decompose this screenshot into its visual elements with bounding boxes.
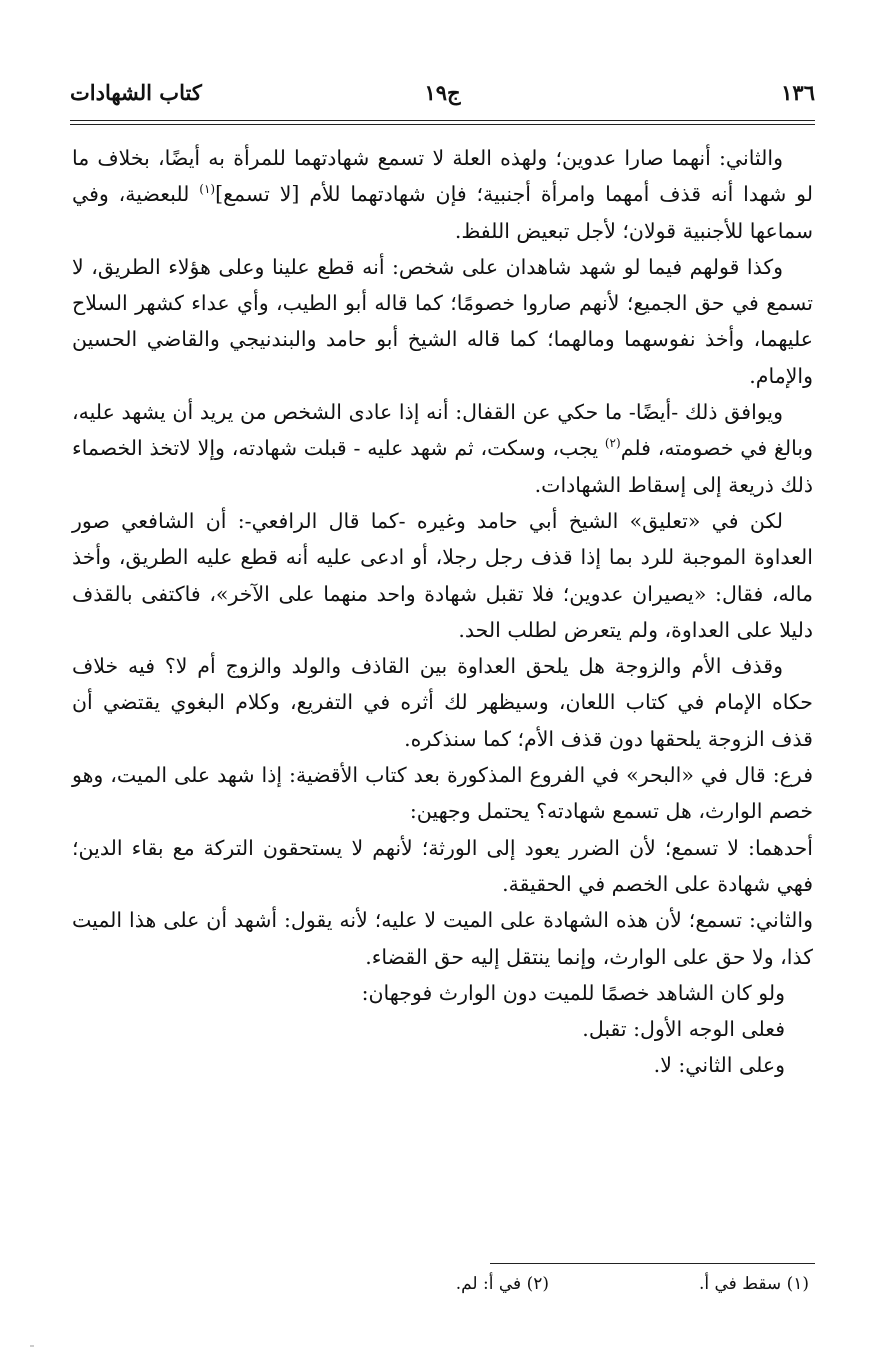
header-rule-inner bbox=[70, 124, 815, 125]
footnote-rule bbox=[490, 1263, 815, 1264]
paragraph: وكذا قولهم فيما لو شهد شاهدان على شخص: أنه قطع علينا وعلى هؤلاء الطريق، لا تسمع في حق الجميع؛ لأنهم صاروا خصومًا؛ كما قاله أبو الطيب، وأي عداء كشهر السلاح عليهما، وأخذ نفوسهما ومالهما؛ كما قاله الشيخ أبو حامد والبندنيجي والقاضي الحسين والإمام. bbox=[72, 254, 813, 388]
main-text bbox=[72, 140, 813, 1084]
paragraph-text: للبعضية، وفي سماعها للأجنبية قولان؛ لأجل تبعيض اللفظ. bbox=[72, 182, 813, 243]
footnote-marker: (١) bbox=[199, 182, 216, 197]
paragraph: وعلى الثاني: لا. bbox=[653, 1053, 785, 1078]
paragraph-text: ويوافق ذلك -أيضًا- ما حكي عن القفال: أنه إذا عادى الشخص من يريد أن يشهد عليه، وبالغ في خصومته، فلم bbox=[72, 400, 813, 461]
book-title: كتاب الشهادات bbox=[70, 80, 202, 105]
paragraph-text: والثاني: أنهما صارا عدوين؛ ولهذه العلة لا تسمع شهادتهما للمرأة به أيضًا، بخلاف ما لو شهدا أنه قذف أمهما وامرأة أجنبية؛ فإن شهادتهما للأم [لا تسمع] bbox=[72, 146, 813, 207]
paragraph: ولو كان الشاهد خصمًا للميت دون الوارث فوجهان: bbox=[361, 980, 785, 1005]
page-number: ١٣٦ bbox=[781, 80, 815, 105]
running-header bbox=[70, 80, 815, 114]
paragraph: فعلى الوجه الأول: تقبل. bbox=[582, 1017, 785, 1042]
paragraph bbox=[72, 394, 813, 503]
footnotes bbox=[289, 1274, 809, 1300]
footnote-1: (١) سقط في أ. bbox=[698, 1274, 809, 1294]
paragraph: لكن في «تعليق» الشيخ أبي حامد وغيره -كما قال الرافعي-: أن الشافعي صور العداوة الموجبة للرد بما إذا قذف رجل رجلا، أو ادعى عليه أنه قطع عليه الطريق، وأخذ ماله، فقال: «يصيران عدوين؛ فلا تقبل شهادة واحد منهما على الآخر»، فاكتفى بالقذف دليلا على العداوة، ولم يتعرض لطلب الحد. bbox=[72, 508, 813, 642]
paragraph-branch: فرع: قال في «البحر» في الفروع المذكورة بعد كتاب الأقضية: إذا شهد على الميت، وهو خصم الوارث، هل تسمع شهادته؟ يحتمل وجهين: bbox=[72, 763, 813, 824]
paragraph-text: يجب، وسكت، ثم شهد عليه - قبلت شهادته، وإلا لاتخذ الخصماء ذلك ذريعة إلى إسقاط الشهادات. bbox=[72, 436, 813, 497]
header-rule bbox=[70, 120, 815, 121]
paragraph: وقذف الأم والزوجة هل يلحق العداوة بين القاذف والولد والزوج أم لا؟ فيه خلاف حكاه الإمام في كتاب اللعان، وسيظهر لك أثره في التفريع، وكلام البغوي يقتضي أن قذف الزوجة يلحقها دون قذف الأم؛ كما سنذكره. bbox=[72, 654, 813, 751]
footnote-2: (٢) في أ: لم. bbox=[455, 1274, 549, 1294]
paragraph-option-1: أحدهما: لا تسمع؛ لأن الضرر يعود إلى الورثة؛ لأنهم لا يستحقون التركة مع بقاء الدين؛ فهي شهادة على الخصم في الحقيقة. bbox=[72, 835, 813, 896]
scan-speck bbox=[30, 1345, 34, 1347]
paragraph bbox=[72, 140, 813, 249]
volume-label: ج١٩ bbox=[424, 80, 461, 105]
footnote-marker: (٢) bbox=[604, 436, 621, 451]
paragraph-option-2: والثاني: تسمع؛ لأن هذه الشهادة على الميت لا عليه؛ لأنه يقول: أشهد أن على هذا الميت كذا، ولا حق على الوارث، وإنما ينتقل إليه حق القضاء. bbox=[72, 908, 813, 969]
